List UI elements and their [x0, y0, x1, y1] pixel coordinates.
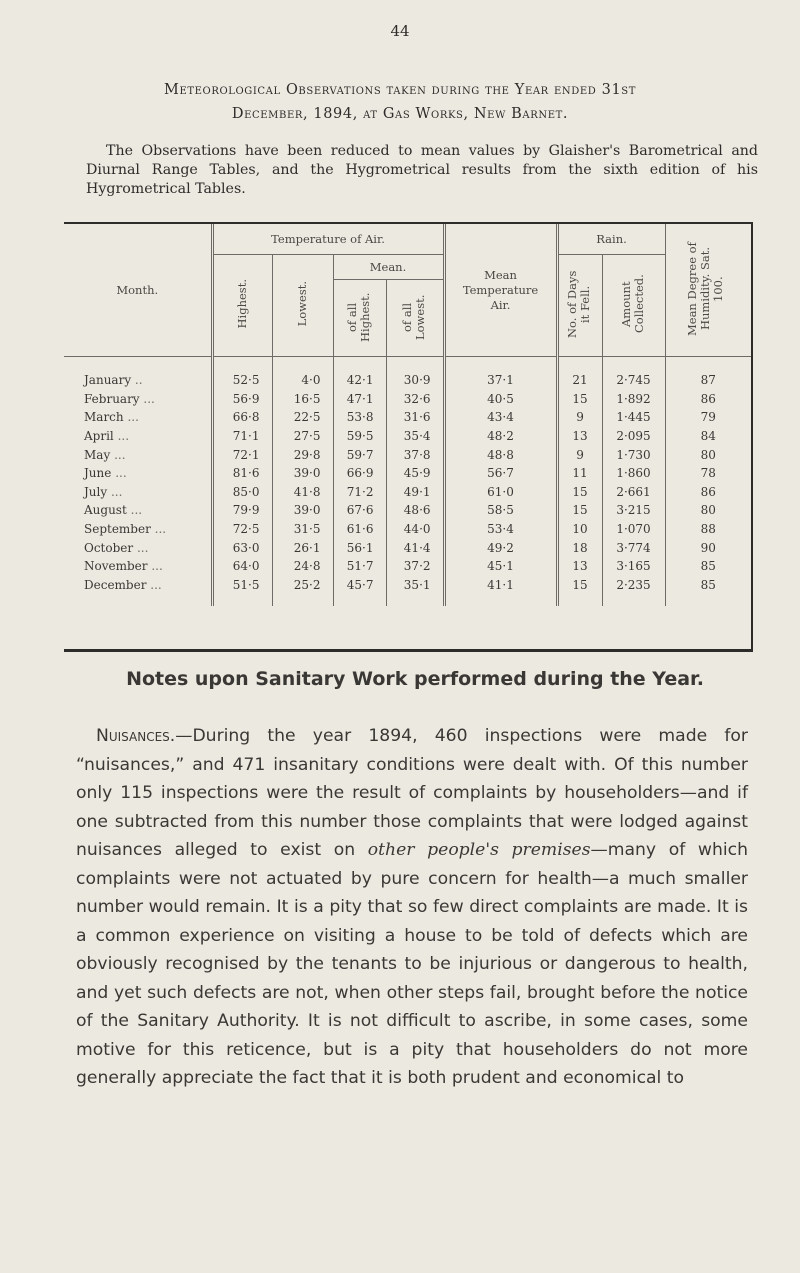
header-mean-temperature: Mean Temperature Air. — [444, 224, 557, 357]
table-spacer-row — [64, 594, 751, 606]
cell-highest: 52·5 — [212, 357, 272, 390]
cell-amount: 1·070 — [602, 520, 665, 539]
header-days-fell: No. of Days it Fell. — [557, 255, 602, 357]
table-row — [64, 357, 751, 390]
table-body — [64, 357, 751, 607]
header-mean-lowest: of all Lowest. — [386, 280, 444, 357]
cell-mean-temp: 37·1 — [444, 357, 557, 390]
cell-mean-temp: 40·5 — [444, 390, 557, 409]
cell-humidity: 85 — [665, 557, 751, 576]
cell-mean-highest: 45·7 — [333, 576, 386, 595]
cell-mean-lowest: 41·4 — [386, 538, 444, 557]
table-row — [64, 557, 751, 576]
header-lowest: Lowest. — [272, 255, 333, 357]
cell-highest: 63·0 — [212, 538, 272, 557]
header-month: Month. — [64, 224, 212, 357]
table-row — [64, 464, 751, 483]
month-label: February — [84, 391, 140, 406]
cell-month — [64, 576, 212, 595]
leader-dots: ... — [114, 447, 126, 462]
month-label: December — [84, 577, 147, 592]
cell-amount: 3·165 — [602, 557, 665, 576]
month-label: September — [84, 522, 151, 537]
cell-highest: 85·0 — [212, 483, 272, 502]
cell-mean-temp: 48·2 — [444, 427, 557, 446]
cell-highest: 72·5 — [212, 520, 272, 539]
cell-days: 9 — [557, 408, 602, 427]
table-row — [64, 501, 751, 520]
intro-paragraph: The Observations have been reduced to mean values by Glaisher's Barometrical and Diurnal Range Tables, and the Hygrometrical results from the sixth edition of his Hygrometrical Tables. — [86, 143, 758, 197]
leader-dots: ... — [143, 391, 155, 406]
leader-dots: ... — [130, 503, 143, 518]
header-temperature-group: Temperature of Air. — [212, 224, 444, 255]
title-line-2: December, 1894, at Gas Works, New Barnet. — [231, 106, 569, 122]
cell-month — [64, 520, 212, 539]
cell-humidity: 79 — [665, 408, 751, 427]
cell-mean-highest: 53·8 — [333, 408, 386, 427]
cell-mean-lowest: 49·1 — [386, 483, 444, 502]
cell-amount: 1·730 — [602, 445, 665, 464]
cell-days: 13 — [557, 427, 602, 446]
cell-mean-highest: 71·2 — [333, 483, 386, 502]
cell-amount: 3·774 — [602, 538, 665, 557]
cell-highest: 64·0 — [212, 557, 272, 576]
cell-mean-lowest: 32·6 — [386, 390, 444, 409]
table-row — [64, 576, 751, 595]
cell-highest: 72·1 — [212, 445, 272, 464]
leader-dots: ... — [150, 577, 162, 592]
cell-highest: 56·9 — [212, 390, 272, 409]
notes-text-part1: —During the year 1894, 460 inspections were made for “nuisances,” and 471 insanitary conditions were dealt with. Of this number only 115 inspections were the result of complaints by householders—and if one subtracted from this number those complaints that were lodged against nuisances alleged to exist on — [76, 726, 748, 860]
notes-italic: other people's premises — [367, 840, 591, 860]
cell-mean-highest: 59·5 — [333, 427, 386, 446]
cell-mean-lowest: 44·0 — [386, 520, 444, 539]
cell-mean-highest: 61·6 — [333, 520, 386, 539]
cell-humidity: 88 — [665, 520, 751, 539]
cell-amount: 1·892 — [602, 390, 665, 409]
cell-days: 18 — [557, 538, 602, 557]
cell-humidity: 84 — [665, 427, 751, 446]
cell-amount: 2·661 — [602, 483, 665, 502]
cell-mean-highest: 59·7 — [333, 445, 386, 464]
table-row — [64, 538, 751, 557]
cell-humidity: 90 — [665, 538, 751, 557]
leader-dots: .. — [134, 373, 143, 388]
cell-days: 15 — [557, 576, 602, 595]
cell-mean-temp: 41·1 — [444, 576, 557, 595]
cell-lowest: 24·8 — [272, 557, 333, 576]
cell-lowest: 22·5 — [272, 408, 333, 427]
month-label: April — [84, 429, 114, 444]
cell-amount: 3·215 — [602, 501, 665, 520]
header-humidity: Mean Degree of Humidity. Sat. 100. — [665, 224, 751, 357]
month-label: July — [84, 484, 108, 499]
cell-humidity: 85 — [665, 576, 751, 595]
table-row — [64, 520, 751, 539]
leader-dots: ... — [151, 559, 163, 574]
cell-days: 21 — [557, 357, 602, 390]
cell-month — [64, 464, 212, 483]
cell-amount: 2·745 — [602, 357, 665, 390]
cell-lowest: 16·5 — [272, 390, 333, 409]
notes-paragraph — [76, 722, 748, 1093]
cell-mean-temp: 61·0 — [444, 483, 557, 502]
cell-highest: 66·8 — [212, 408, 272, 427]
cell-lowest: 29·8 — [272, 445, 333, 464]
leader-dots: ... — [117, 429, 130, 444]
header-mean-group: Mean. — [333, 255, 444, 280]
month-label: August — [84, 503, 127, 518]
table-row — [64, 427, 751, 446]
cell-mean-temp: 43·4 — [444, 408, 557, 427]
cell-humidity: 78 — [665, 464, 751, 483]
notes-heading: Notes upon Sanitary Work performed during the Year. — [126, 668, 704, 690]
observations-table — [64, 222, 753, 652]
cell-month — [64, 408, 212, 427]
cell-days: 11 — [557, 464, 602, 483]
cell-days: 15 — [557, 390, 602, 409]
cell-mean-temp: 48·8 — [444, 445, 557, 464]
cell-month — [64, 557, 212, 576]
cell-amount: 2·095 — [602, 427, 665, 446]
month-label: November — [84, 559, 148, 574]
cell-lowest: 26·1 — [272, 538, 333, 557]
cell-mean-temp: 49·2 — [444, 538, 557, 557]
cell-mean-lowest: 30·9 — [386, 357, 444, 390]
cell-mean-temp: 45·1 — [444, 557, 557, 576]
cell-month — [64, 445, 212, 464]
leader-dots: ... — [115, 466, 127, 481]
cell-days: 13 — [557, 557, 602, 576]
cell-humidity: 80 — [665, 501, 751, 520]
month-label: January — [84, 373, 132, 388]
leader-dots: ... — [110, 484, 123, 499]
cell-days: 10 — [557, 520, 602, 539]
month-label: October — [84, 540, 134, 555]
cell-days: 15 — [557, 501, 602, 520]
cell-mean-lowest: 37·8 — [386, 445, 444, 464]
cell-humidity: 80 — [665, 445, 751, 464]
cell-amount: 1·445 — [602, 408, 665, 427]
title-line-1: Meteorological Observations taken during the Year ended 31st — [164, 82, 636, 98]
cell-mean-lowest: 31·6 — [386, 408, 444, 427]
month-label: June — [84, 466, 112, 481]
cell-humidity: 86 — [665, 390, 751, 409]
cell-amount: 1·860 — [602, 464, 665, 483]
cell-lowest: 4·0 — [272, 357, 333, 390]
notes-lead: Nuisances. — [96, 726, 176, 746]
cell-mean-highest: 42·1 — [333, 357, 386, 390]
table-row — [64, 408, 751, 427]
cell-mean-highest: 47·1 — [333, 390, 386, 409]
cell-mean-lowest: 35·4 — [386, 427, 444, 446]
cell-mean-highest: 66·9 — [333, 464, 386, 483]
cell-lowest: 25·2 — [272, 576, 333, 595]
cell-lowest: 27·5 — [272, 427, 333, 446]
cell-mean-highest: 67·6 — [333, 501, 386, 520]
leader-dots: ... — [136, 540, 149, 555]
cell-highest: 79·9 — [212, 501, 272, 520]
month-label: May — [84, 447, 111, 462]
header-mean-highest: of all Highest. — [333, 280, 386, 357]
cell-lowest: 39·0 — [272, 501, 333, 520]
notes-text-part2: —many of which complaints were not actuated by pure concern for health—a much smaller number would remain. It is a pity that so few direct complaints are made. It is a common experience on visiting a house to be told of defects which are obviously recognised by the tenants to be injurious or dangerous to health, and yet such defects are not, when other steps fail, brought before the notice of the Sanitary Authority. It is not difficult to ascribe, in some cases, some motive for this reticence, but is a pity that householders do not more generally appreciate the fact that it is both prudent and economical to — [76, 840, 749, 1088]
cell-mean-temp: 56·7 — [444, 464, 557, 483]
cell-lowest: 41·8 — [272, 483, 333, 502]
cell-mean-lowest: 48·6 — [386, 501, 444, 520]
cell-amount: 2·235 — [602, 576, 665, 595]
header-amount: Amount Collected. — [602, 255, 665, 357]
page-title — [40, 78, 760, 126]
cell-month — [64, 427, 212, 446]
cell-highest: 81·6 — [212, 464, 272, 483]
cell-month — [64, 483, 212, 502]
page-number: 44 — [390, 22, 410, 40]
header-highest: Highest. — [212, 255, 272, 357]
cell-lowest: 31·5 — [272, 520, 333, 539]
cell-mean-highest: 56·1 — [333, 538, 386, 557]
cell-highest: 51·5 — [212, 576, 272, 595]
cell-mean-temp: 58·5 — [444, 501, 557, 520]
table-row — [64, 483, 751, 502]
leader-dots: ... — [127, 410, 139, 425]
cell-month — [64, 538, 212, 557]
table-row — [64, 445, 751, 464]
cell-month — [64, 501, 212, 520]
cell-mean-lowest: 35·1 — [386, 576, 444, 595]
cell-humidity: 86 — [665, 483, 751, 502]
cell-lowest: 39·0 — [272, 464, 333, 483]
cell-days: 15 — [557, 483, 602, 502]
cell-highest: 71·1 — [212, 427, 272, 446]
cell-mean-highest: 51·7 — [333, 557, 386, 576]
cell-month — [64, 390, 212, 409]
leader-dots: ... — [154, 522, 167, 537]
cell-humidity: 87 — [665, 357, 751, 390]
cell-month — [64, 357, 212, 390]
cell-mean-temp: 53·4 — [444, 520, 557, 539]
cell-mean-lowest: 45·9 — [386, 464, 444, 483]
table-row — [64, 390, 751, 409]
header-rain-group: Rain. — [557, 224, 665, 255]
cell-mean-lowest: 37·2 — [386, 557, 444, 576]
cell-days: 9 — [557, 445, 602, 464]
month-label: March — [84, 410, 124, 425]
